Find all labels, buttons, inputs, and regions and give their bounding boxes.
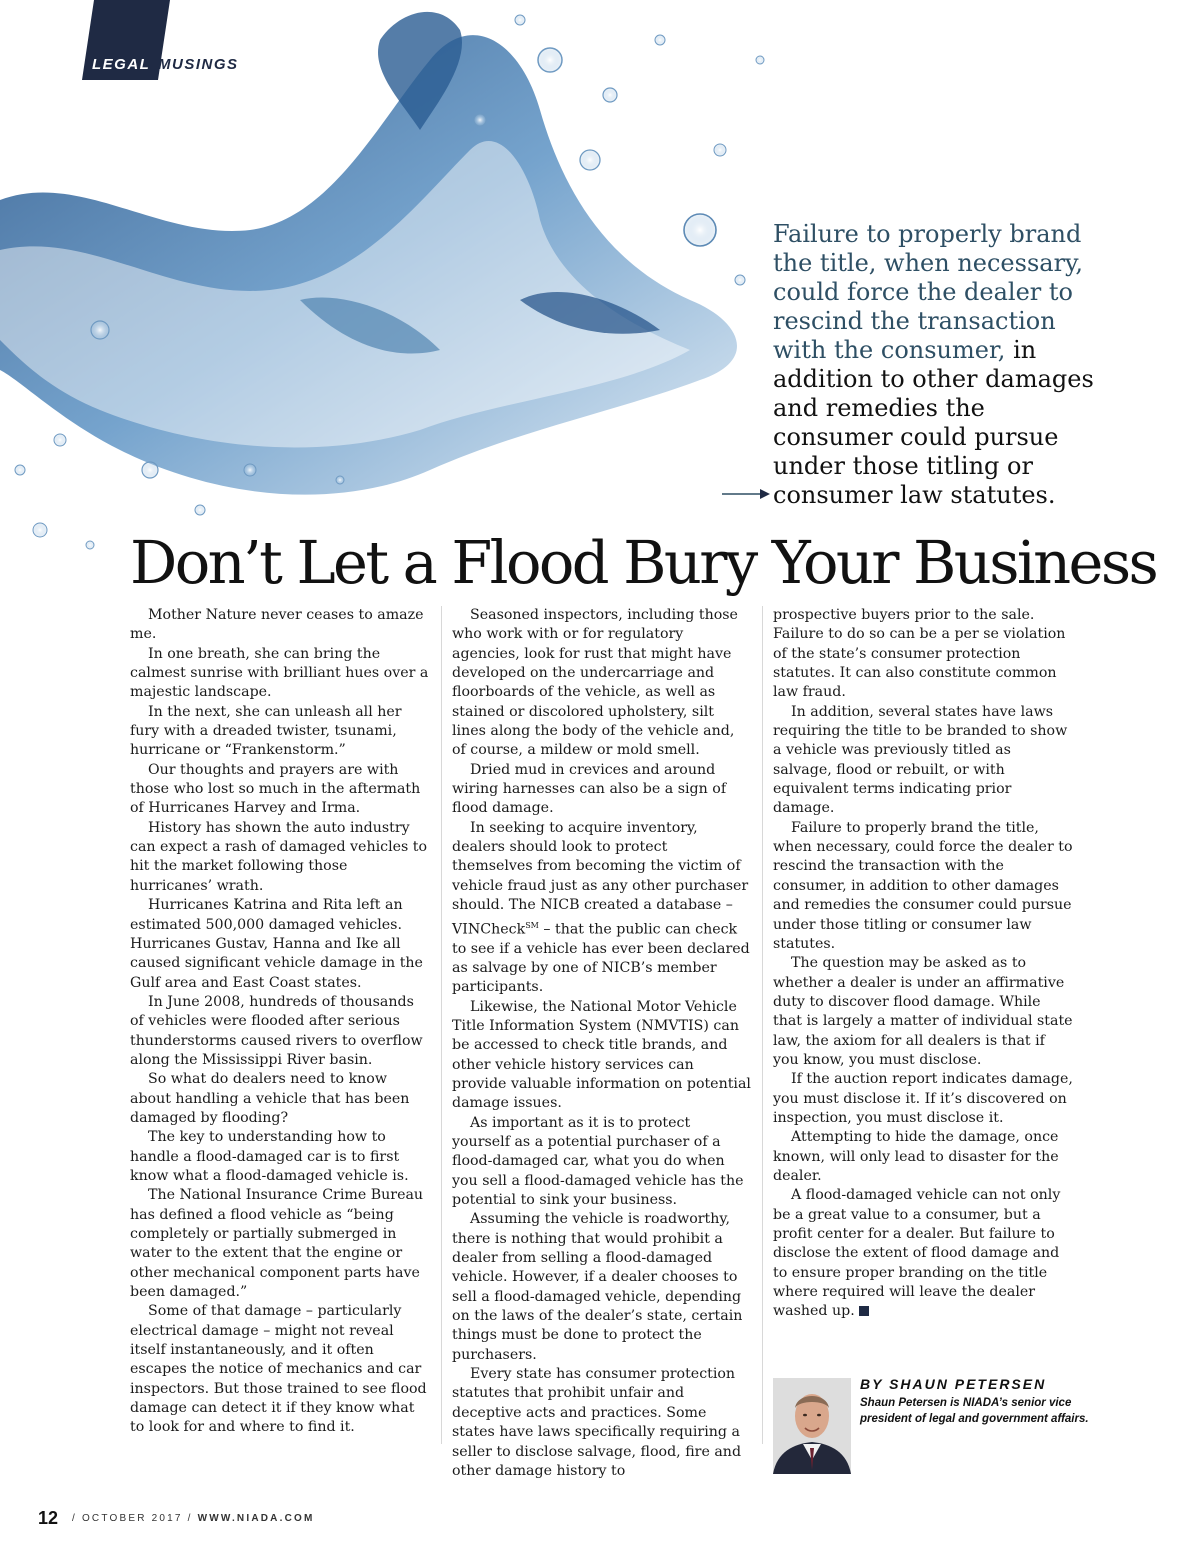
water-splash-image [0, 0, 780, 600]
paragraph: Every state has consumer protection statutes that prohibit unfair and deceptive acts and practices. Some states have laws specifically requiring a seller to disclose salvage, flood, fire and other damage history to [452, 1366, 742, 1479]
service-mark: SM [525, 920, 539, 930]
author-bio: Shaun Petersen is NIADA’s senior vice president of legal and government affairs. [860, 1397, 1089, 1425]
paragraph: In the next, she can unleash all her fury with a dreaded twister, tsunami, hurricane or “Frankenstorm.” [130, 703, 402, 759]
paragraph: In addition, several states have laws requiring the title to be branded to show a vehicle was previously titled as salvage, flood or rebuilt, or with equivalent terms indicating prior damage. [773, 703, 1068, 817]
paragraph: History has shown the auto industry can expect a rash of damaged vehicles to hit the market following those hurricanes’ wrath. [130, 819, 428, 894]
paragraph: Attempting to hide the damage, once known, will only lead to disaster for the dealer. [773, 1129, 1059, 1184]
footer-url: WWW.NIADA.COM [197, 1513, 315, 1524]
paragraph: Failure to properly brand the title, when necessary, could force the dealer to rescind the transaction with the consumer, in addition to other damages and remedies the consumer could pursue under those titling or consumer law statutes. [773, 819, 1073, 952]
article-headline: Don’t Let a Flood Bury Your Business [130, 528, 1157, 597]
end-square-icon [859, 1306, 869, 1316]
paragraph: In one breath, she can bring the calmest sunrise with brilliant hues over a majestic landscape. [130, 645, 429, 701]
column-divider [762, 606, 763, 1444]
paragraph: Mother Nature never ceases to amaze me. [130, 607, 424, 643]
paragraph-text: In seeking to acquire inventory, dealers should look to protect themselves from becoming the victim of vehicle fraud just as any other purchaser should. The NICB created a database – VINCheck [452, 819, 749, 938]
pull-quote-highlight: Failure to properly brand the title, when necessary, could force the dealer to rescind the transaction with the consumer, [773, 220, 1084, 364]
article-column-1 [130, 606, 430, 1438]
paragraph: The key to understanding how to handle a flood-damaged car is to first know what a flood-damaged vehicle is. [130, 1129, 409, 1184]
paragraph: Seasoned inspectors, including those who work with or for regulatory agencies, look for rust that might have developed on the undercarriage and floorboards of the vehicle, as well as stained or discolored upholstery, silt lines along the body of the vehicle and, of course, a mildew or mold smell. [452, 607, 738, 759]
paragraph [773, 1186, 1073, 1321]
paragraph: So what do dealers need to know about handling a vehicle that has been damaged by flooding? [130, 1071, 410, 1126]
paragraph: Assuming the vehicle is roadworthy, there is nothing that would prohibit a dealer from selling a flood-damaged vehicle. However, if a dealer chooses to sell a flood-damaged vehicle, depending on the laws of the dealer’s state, certain things must be done to protect the purchasers. [452, 1211, 743, 1363]
pull-quote [773, 220, 1103, 510]
section-tag-legal: LEGAL [92, 56, 151, 73]
author-byline: BY SHAUN PETERSEN [860, 1376, 1047, 1392]
column-divider [441, 606, 442, 1444]
paragraph: Some of that damage – particularly electrical damage – might not reveal itself instantaneously, and it often escapes the notice of mechanics and car inspectors. But those trained to see flood damage can detect it if they know what to look for and where to find it. [130, 1303, 427, 1436]
paragraph: prospective buyers prior to the sale. Failure to do so can be a per se violation of the state’s consumer protection statutes. It can also constitute common law fraud. [773, 607, 1066, 701]
arrow-right-icon [722, 486, 772, 502]
footer-info [72, 1513, 315, 1524]
paragraph: As important as it is to protect yourself as a potential purchaser of a flood-damaged car, what you do when you sell a flood-damaged vehicle has the potential to sink your business. [452, 1114, 744, 1209]
pull-quote-rest: in addition to other damages and remedies the consumer could pursue under those titling or consumer law statutes. [773, 336, 1094, 509]
paragraph-text: – that the public can check to see if a vehicle has ever been declared as salvage by one of NICB’s member participants. [452, 921, 750, 996]
paragraph: The question may be asked as to whether a dealer is under an affirmative duty to discover flood damage. While that is largely a matter of individual state law, the axiom for all dealers is that if you know, you must disclose. [773, 955, 1073, 1068]
footer-issue: / OCTOBER 2017 / [72, 1513, 198, 1524]
paragraph: Likewise, the National Motor Vehicle Title Information System (NMVTIS) can be accessed to check title brands, and other vehicle history services can provide valuable information on potential damage issues. [452, 998, 751, 1112]
paragraph: The National Insurance Crime Bureau has defined a flood vehicle as “being completely or partially submerged in water to the extent that the engine or other mechanical component parts have been damaged.” [130, 1187, 424, 1301]
article-column-2 [452, 606, 752, 1481]
paragraph-text: A flood-damaged vehicle can not only be a great value to a consumer, but a profit center for a dealer. But failure to disclose the extent of flood damage and to ensure proper branding on the title where required will leave the dealer washed up. [773, 1187, 1061, 1320]
author-photo [773, 1378, 851, 1474]
page-number: 12 [38, 1508, 59, 1528]
paragraph: Our thoughts and prayers are with those who lost so much in the aftermath of Hurricanes Harvey and Irma. [130, 761, 421, 817]
paragraph: If the auction report indicates damage, you must disclose it. If it’s discovered on inspection, you must disclose it. [773, 1071, 1073, 1126]
article-column-3 [773, 606, 1073, 1322]
paragraph: Hurricanes Katrina and Rita left an estimated 500,000 damaged vehicles. Hurricanes Gustav, Hanna and Ike all caused significant vehicle damage in the Gulf area and East Coast states. [130, 897, 423, 991]
paragraph: In June 2008, hundreds of thousands of vehicles were flooded after serious thunderstorms caused rivers to overflow along the Mississippi River basin. [130, 993, 423, 1068]
section-tag-musings: MUSINGS [158, 56, 239, 73]
paragraph [452, 819, 752, 998]
paragraph: Dried mud in crevices and around wiring harnesses can also be a sign of flood damage. [452, 761, 727, 817]
